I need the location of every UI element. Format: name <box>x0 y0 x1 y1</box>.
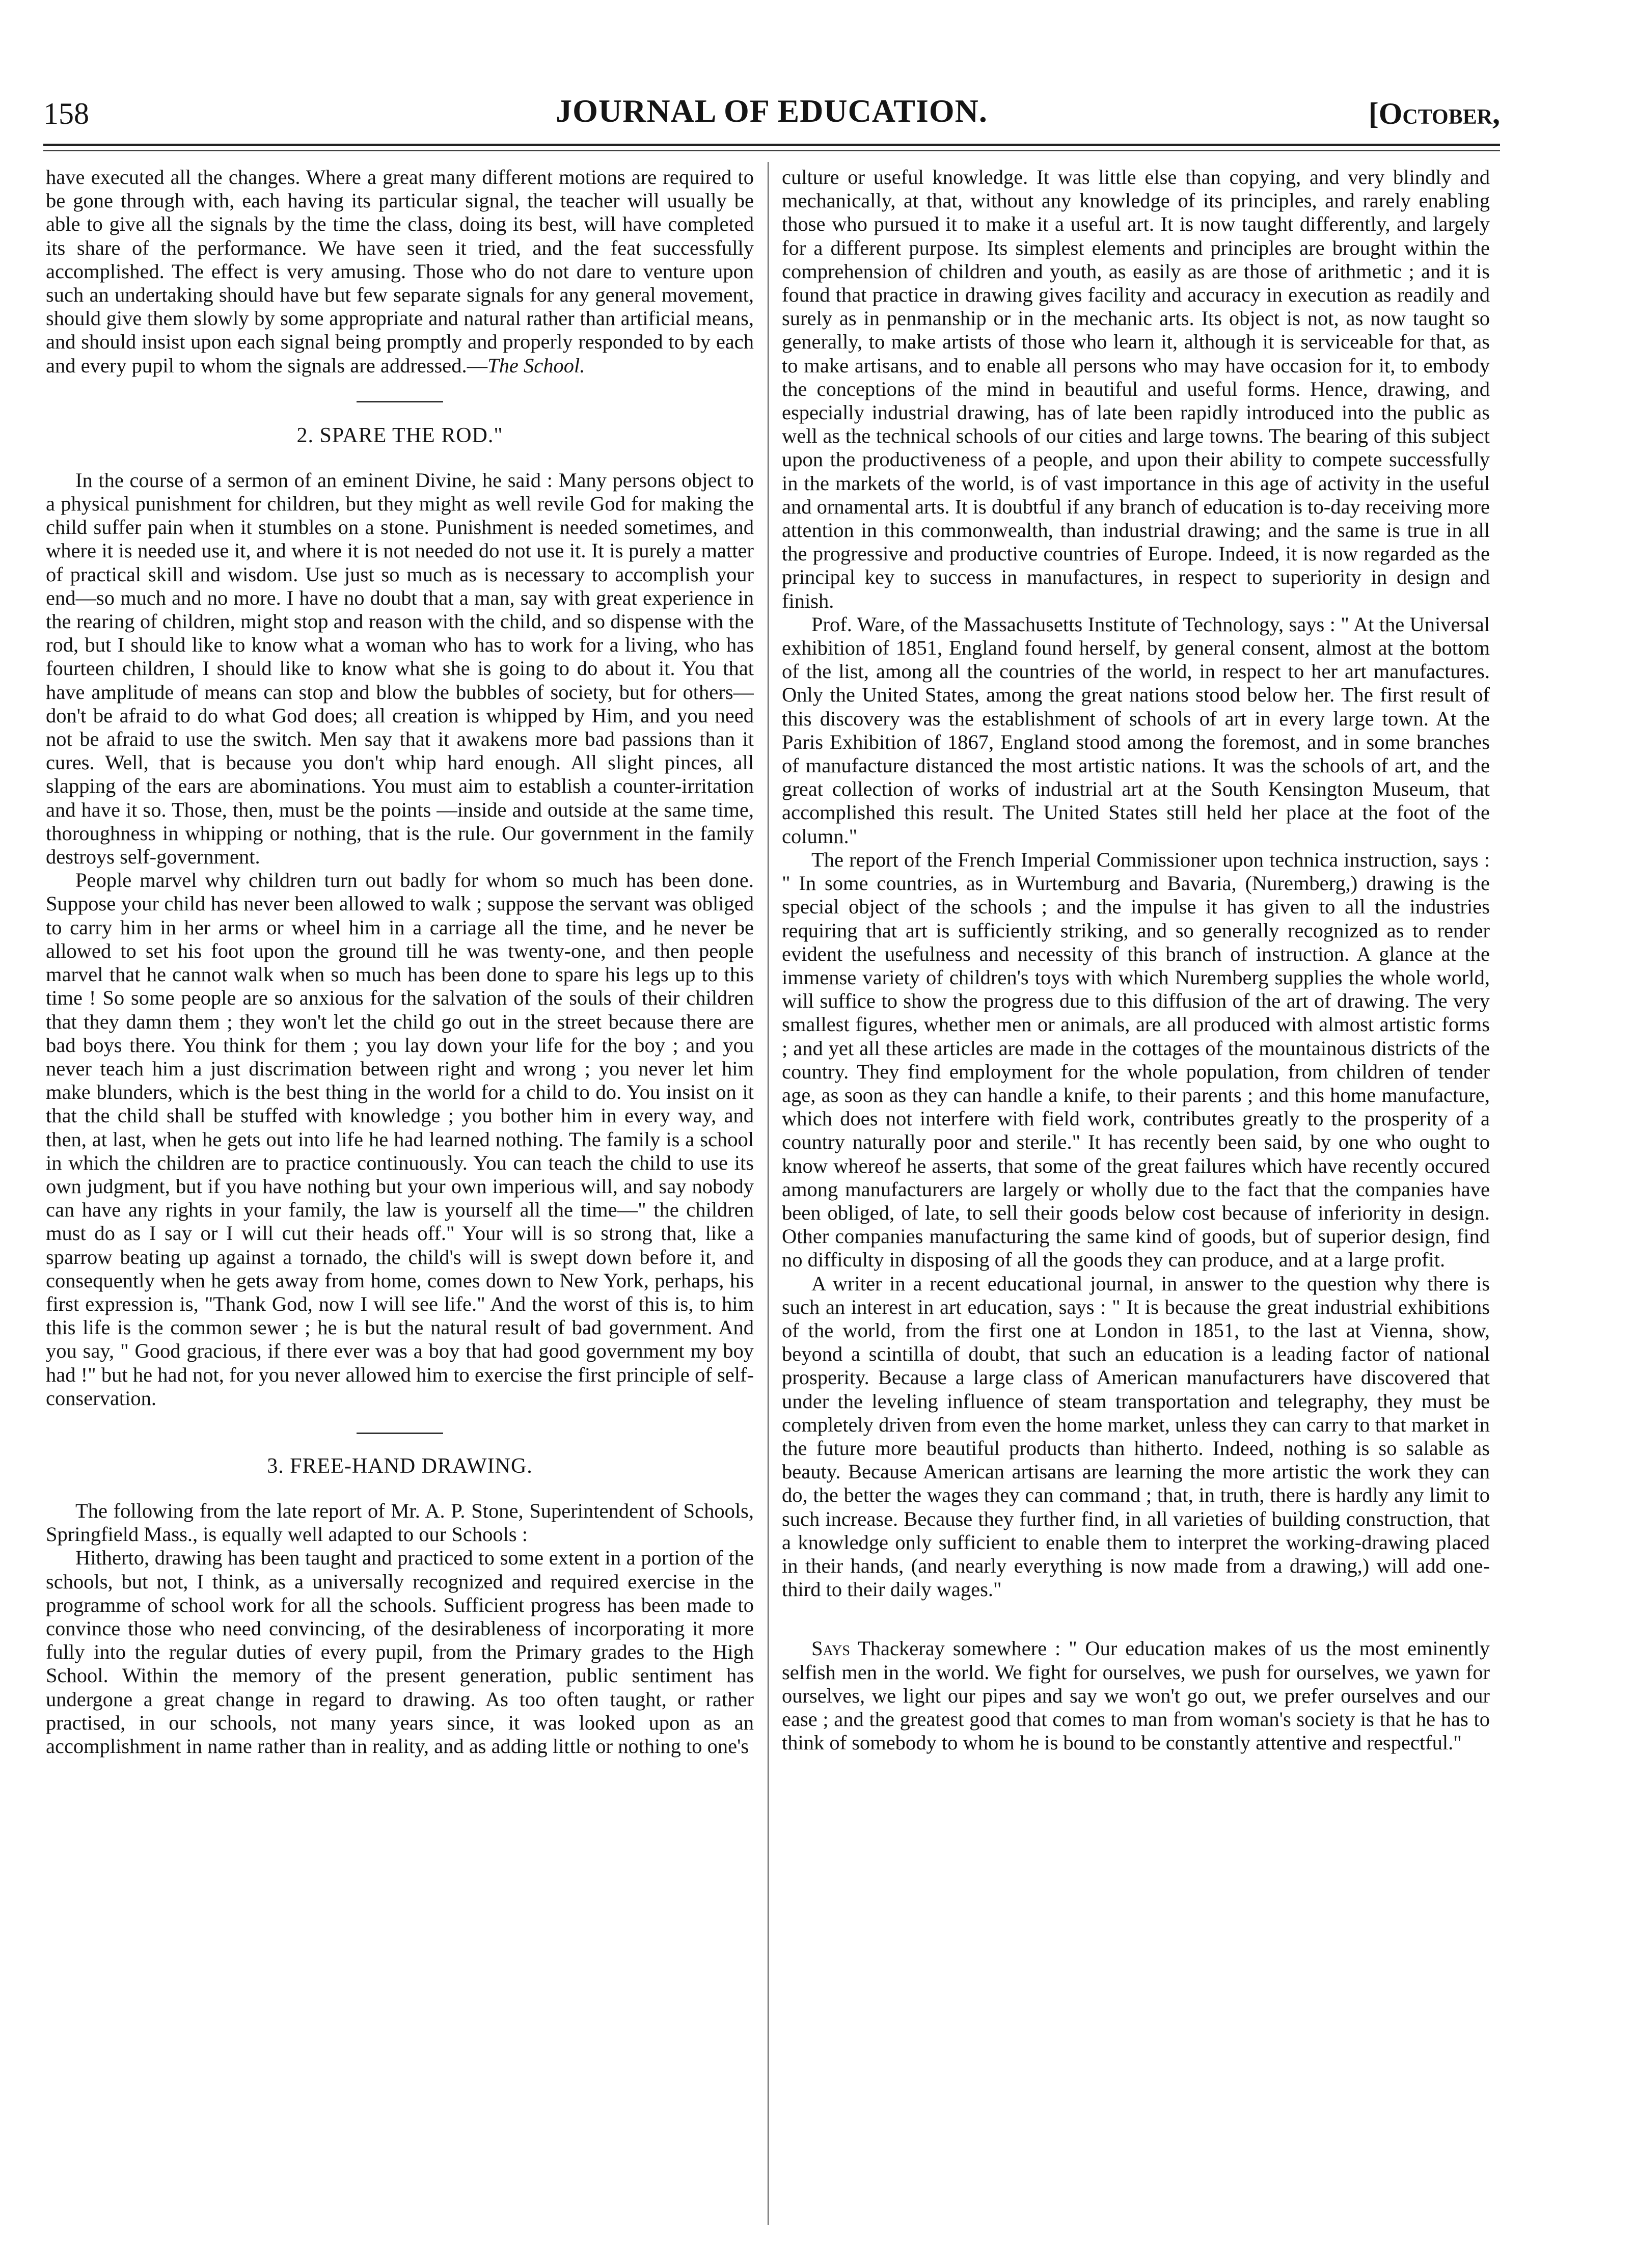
body-paragraph: Prof. Ware, of the Massachusetts Institute of Technology, says : " At the Universal exhibition of 1851, England found herself, by general consent, almost at the bottom of the list, among all the countries of the world, in respect to her art manufactures. Only the United States, among the great nations stood below her. The first result of this discovery was the establishment of schools of art in every large town. At the Paris Exhibition of 1867, England stood among the foremost, and in some branches of manufacture distanced the most artistic nations. It was the schools of art, and the great collection of works of industrial art at the South Kensington Museum, that accomplished this result. The United States still held her place at the foot of the column." <box>782 612 1490 848</box>
section-separator <box>357 401 443 402</box>
body-paragraph: In the course of a sermon of an eminent Divine, he said : Many persons object to a physical punishment for children, but they might as well revile God for making the child suffer pain when it stumbles on a stone. Punishment is needed sometimes, and where it is needed use it, and where it is not needed do not use it. It is purely a matter of practical skill and wisdom. Use just so much as is necessary to accomplish your end—so much and no more. I have no doubt that a man, say with great experience in the rearing of children, might stop and reason with the child, and so dispense with the rod, but I should like to know what a woman who has to work for a living, who has fourteen children, I should like to know what she is going to do about it. You that have amplitude of means can stop and blow the bubbles of society, but for others—don't be afraid to do what God does; all creation is whipped by Him, and you need not be afraid to use the switch. Men say that it awakens more bad passions than it cures. Well, that is because you don't whip hard enough. All slight pinces, all slapping of the ears are abominations. You must aim to establish a counter-irritation and have it so. Those, then, must be the points —inside and outside at the same time, thoroughness in whipping or nothing, that is the rule. Our government in the family destroys self-government. <box>46 468 754 869</box>
source-attribution: The School. <box>487 354 585 377</box>
body-paragraph: The report of the French Imperial Commissioner upon technica instruction, says : " In some countries, as in Wurtemburg and Bavaria, (Nuremberg,) drawing is the special object of the schools ; and the impulse it has given to all the industries requiring that art is sufficiently striking, and so generally recognized as to render evident the usefulness and necessity of this branch of instruction. A glance at the immense variety of children's toys with which Nuremberg supplies the whole world, will suffice to show the progress due to this diffusion of the art of drawing. The very smallest figures, whether men or animals, are all produced with almost artistic forms ; and yet all these articles are made in the cottages of the mountainous districts of the country. They find employment for the whole population, from children of tender age, as soon as they can handle a knife, to their parents ; and this home manufacture, which does not interfere with field work, contributes greatly to the prosperity of a country naturally poor and sterile." It has recently been said, by one who ought to know whereof he asserts, that some of the great failures which have recently occured among manufacturers are largely or wholly due to the fact that the companies have been obliged, of late, to sell their goods below cost because of inferiority in design. Other companies manufacturing the same kind of goods, but of superior design, find no difficulty in disposing of all the goods they can produce, and at a large profit. <box>782 848 1490 1272</box>
column-divider <box>768 162 769 2225</box>
continued-paragraph <box>46 166 754 377</box>
body-paragraph: People marvel why children turn out badly for whom so much has been done. Suppose your child has never been allowed to walk ; suppose the servant was obliged to carry him in her arms or wheel him in a carriage all the time, and he never be allowed to set his foot upon the ground till he was twenty-one, and then people marvel that he cannot walk when so much has been done to spare his legs up to this time ! So some people are so anxious for the salvation of the souls of their children that they damn them ; they won't let the child go out in the street because there are bad boys there. You think for them ; you lay down your life for the boy ; and you never teach him a just discrimation between right and wrong ; you never let him make blunders, which is the best thing in the world for a child to do. You insist on it that the child shall be stuffed with knowledge ; you bother him in every way, and then, at last, when he gets out into life he had learned nothing. The family is a school in which the children are to practice continuously. You can teach the child to use its own judgment, but if you have nothing but your own imperious will, and say nobody can have any rights in your family, the law is yourself all the time—" the children must do as I say or I will cut their heads off." Your will is so strong that, like a sparrow beating up against a tornado, the child's will is swept down before it, and consequently when he gets away from home, comes down to New York, perhaps, his first expression is, "Thank God, now I will see life." And the worst of this is, to him this life is the common sewer ; he is but the natural result of bad government. And you say, " Good gracious, if there ever was a boy that had good government my boy had !" but he had not, for you never allowed him to exercise the first principle of self-conservation. <box>46 869 754 1410</box>
section-heading-free-hand-drawing: 3. FREE-HAND DRAWING. <box>267 1454 533 1478</box>
body-paragraph: The following from the late report of Mr. A. P. Stone, Superintendent of Schools, Springfield Mass., is equally well adapted to our Schools : <box>46 1499 754 1546</box>
issue-month: [October, <box>1368 97 1500 130</box>
right-column <box>782 166 1490 2229</box>
page-number: 158 <box>43 97 89 130</box>
body-paragraph: Hitherto, drawing has been taught and practiced to some extent in a portion of the schools, but not, I think, as a universally recognized and required exercise in the programme of school work for all the schools. Sufficient progress has been made to convince those who need convincing, of the desirableness of incorporating it more fully into the regular duties of every pupil, from the Primary grades to the High School. Within the memory of the present generation, public sentiment has undergone a great change in regard to drawing. As too often taught, or rather practised, in our schools, not many years since, it was looked upon as an accomplishment in name rather than in reality, and as adding little or nothing to one's <box>46 1546 754 1758</box>
thackeray-text: Thackeray somewhere : " Our education makes of us the most eminently selfish men in the world. We fight for ourselves, we push for ourselves, we yawn for ourselves, we light our pipes and say we won't go out, we prefer ourselves and our ease ; and the greatest good that comes to man from woman's society is that he has to think of somebody to whom he is bound to be constantly attentive and respectful." <box>782 1637 1490 1754</box>
section-heading-spare-the-rod: 2. SPARE THE ROD." <box>296 423 503 447</box>
section-separator <box>357 1433 443 1434</box>
paragraph-gap <box>782 1601 1490 1637</box>
body-paragraph: A writer in a recent educational journal, in answer to the question why there is such an interest in art education, says : " It is because the great industrial exhibitions of the world, from the first one at London in 1851, to the last at Vienna, show, beyond a scintilla of doubt, that such an education is a leading factor of national prosperity. Because a large class of American manufacturers have discovered that under the leveling influence of steam transportation and telegraphy, they must be completely driven from even the home market, unless they can carry to that market in the future more beautiful products than hitherto. Indeed, nothing is so salable as beauty. Because American artisans are learning the more artistic the work they can do, the better the wages they can command ; that, in truth, there is hardly any limit to such increase. Because they further find, in all varieties of building construction, that a knowledge only sufficient to enable them to interpret the working-drawing placed in their hands, (and nearly everything is now made from a drawing,) will add one-third to their daily wages." <box>782 1272 1490 1601</box>
header-rule-thin <box>43 150 1500 151</box>
journal-title: JOURNAL OF EDUCATION. <box>556 93 988 129</box>
thackeray-paragraph <box>782 1637 1490 1754</box>
body-paragraph: culture or useful knowledge. It was little else than copying, and very blindly and mechanically, at that, without any knowledge of its principles, and rarely enabling those who pursued it to make it a useful art. It is now taught differently, and largely for a different purpose. Its simplest elements and principles are brought within the comprehension of children and youth, as easily as are those of arithmetic ; and it is found that practice in drawing gives facility and accuracy in execution as readily and surely as in penmanship or in the mechanic arts. Its object is not, as now taught so generally, to make artists of those who learn it, although it is serviceable for that, as to make artisans, and to enable all persons who may have occasion for it, to embody the conceptions of the mind in beautiful and useful forms. Hence, drawing, and especially industrial drawing, has of late been rapidly introduced into the public as well as the technical schools of our cities and large towns. The bearing of this subject upon the productiveness of a people, and upon their ability to compete successfully in the markets of the world, is of vast importance in this age of activity in the useful and ornamental arts. It is doubtful if any branch of education is to-day receiving more attention in this commonwealth, than industrial drawing; and the same is true in all the progressive and productive countries of Europe. Indeed, it is now regarded as the principal key to success in manufactures, in respect to superiority in design and finish. <box>782 166 1490 612</box>
small-caps-lead: Says <box>811 1637 850 1660</box>
page-header <box>43 92 1500 138</box>
continued-paragraph-text: have executed all the changes. Where a great many different motions are required to be gone through with, each having its particular signal, the teacher will usually be able to give all the signals by the time the class, doing its best, will have completed its share of the performance. We have seen it tried, and the feat successfully accomplished. The effect is very amusing. Those who do not dare to venture upon such an undertaking should have but few separate signals for any general movement, should give them slowly by some appropriate and natural rather than artificial means, and should insist upon each signal being promptly and properly responded to by each and every pupil to whom the signals are addressed.— <box>46 166 754 377</box>
header-rule-thick <box>43 144 1500 146</box>
left-column <box>46 166 754 2229</box>
